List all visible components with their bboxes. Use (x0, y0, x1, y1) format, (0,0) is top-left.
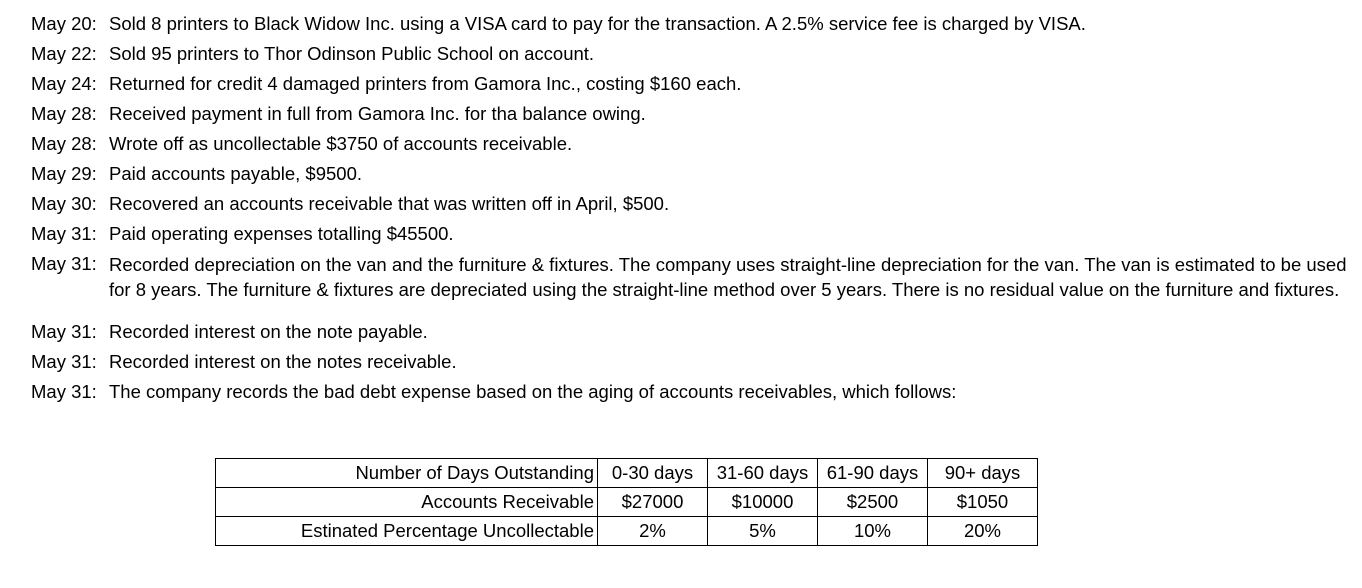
entry-description: The company records the bad debt expense based on the aging of accounts receivables, which follows: (109, 381, 957, 402)
entry-description: Sold 95 printers to Thor Odinson Public School on account. (109, 43, 595, 64)
list-item (31, 320, 1356, 345)
aging-table (215, 458, 1038, 546)
table-row (216, 488, 1038, 517)
entry-date: May 31: (31, 253, 97, 274)
table-row (216, 517, 1038, 546)
table-cell: 10% (818, 517, 928, 546)
table-cell: $1050 (928, 488, 1038, 517)
list-item (31, 222, 1356, 247)
list-item (31, 42, 1356, 67)
table-cell: 90+ days (928, 459, 1038, 488)
list-item (31, 132, 1356, 157)
table-cell: $10000 (708, 488, 818, 517)
table-cell: 5% (708, 517, 818, 546)
entry-description: Paid operating expenses totalling $45500. (109, 223, 454, 244)
table-cell: 2% (598, 517, 708, 546)
list-item (31, 162, 1356, 187)
entry-description: Recorded depreciation on the van and the furniture & fixtures. The company uses straight-line depreciation for the van. The van is estimated to be used for 8 years. The furniture & fixtures are depreciated using the straight-line method over 5 years. There is no residual value on the furniture and fixtures. (109, 254, 1347, 300)
row-label: Estinated Percentage Uncollectable (216, 517, 598, 546)
entry-description: Paid accounts payable, $9500. (109, 163, 363, 184)
row-label: Accounts Receivable (216, 488, 598, 517)
table-row (216, 459, 1038, 488)
entry-date: May 24: (31, 73, 97, 94)
table-cell: $27000 (598, 488, 708, 517)
list-item (31, 102, 1356, 127)
list-item (31, 12, 1356, 37)
list-item (31, 380, 1356, 405)
entry-date: May 31: (31, 321, 97, 342)
entry-date: May 22: (31, 43, 97, 64)
entry-date: May 28: (31, 103, 97, 124)
list-item (31, 192, 1356, 217)
list-item (31, 350, 1356, 375)
entry-date: May 31: (31, 351, 97, 372)
entry-description: Wrote off as uncollectable $3750 of accounts receivable. (109, 133, 573, 154)
entry-date: May 29: (31, 163, 97, 184)
entry-description: Received payment in full from Gamora Inc. for tha balance owing. (109, 103, 646, 124)
table-cell: 61-90 days (818, 459, 928, 488)
table-cell: 20% (928, 517, 1038, 546)
entry-description: Recovered an accounts receivable that was written off in April, $500. (109, 193, 670, 214)
entry-description: Recorded interest on the notes receivable. (109, 351, 457, 372)
entry-date: May 31: (31, 223, 97, 244)
entry-description: Recorded interest on the note payable. (109, 321, 428, 342)
journal-entries-list (31, 12, 1356, 410)
entry-date: May 20: (31, 13, 97, 34)
entry-date: May 31: (31, 381, 97, 402)
table-cell: 31-60 days (708, 459, 818, 488)
list-item (31, 252, 1356, 302)
table-cell: $2500 (818, 488, 928, 517)
table-cell: 0-30 days (598, 459, 708, 488)
entry-description: Sold 8 printers to Black Widow Inc. using a VISA card to pay for the transaction. A 2.5% service fee is charged by VISA. (109, 13, 1086, 34)
entry-date: May 28: (31, 133, 97, 154)
entry-description: Returned for credit 4 damaged printers from Gamora Inc., costing $160 each. (109, 73, 742, 94)
list-item (31, 72, 1356, 97)
entry-date: May 30: (31, 193, 97, 214)
row-label: Number of Days Outstanding (216, 459, 598, 488)
